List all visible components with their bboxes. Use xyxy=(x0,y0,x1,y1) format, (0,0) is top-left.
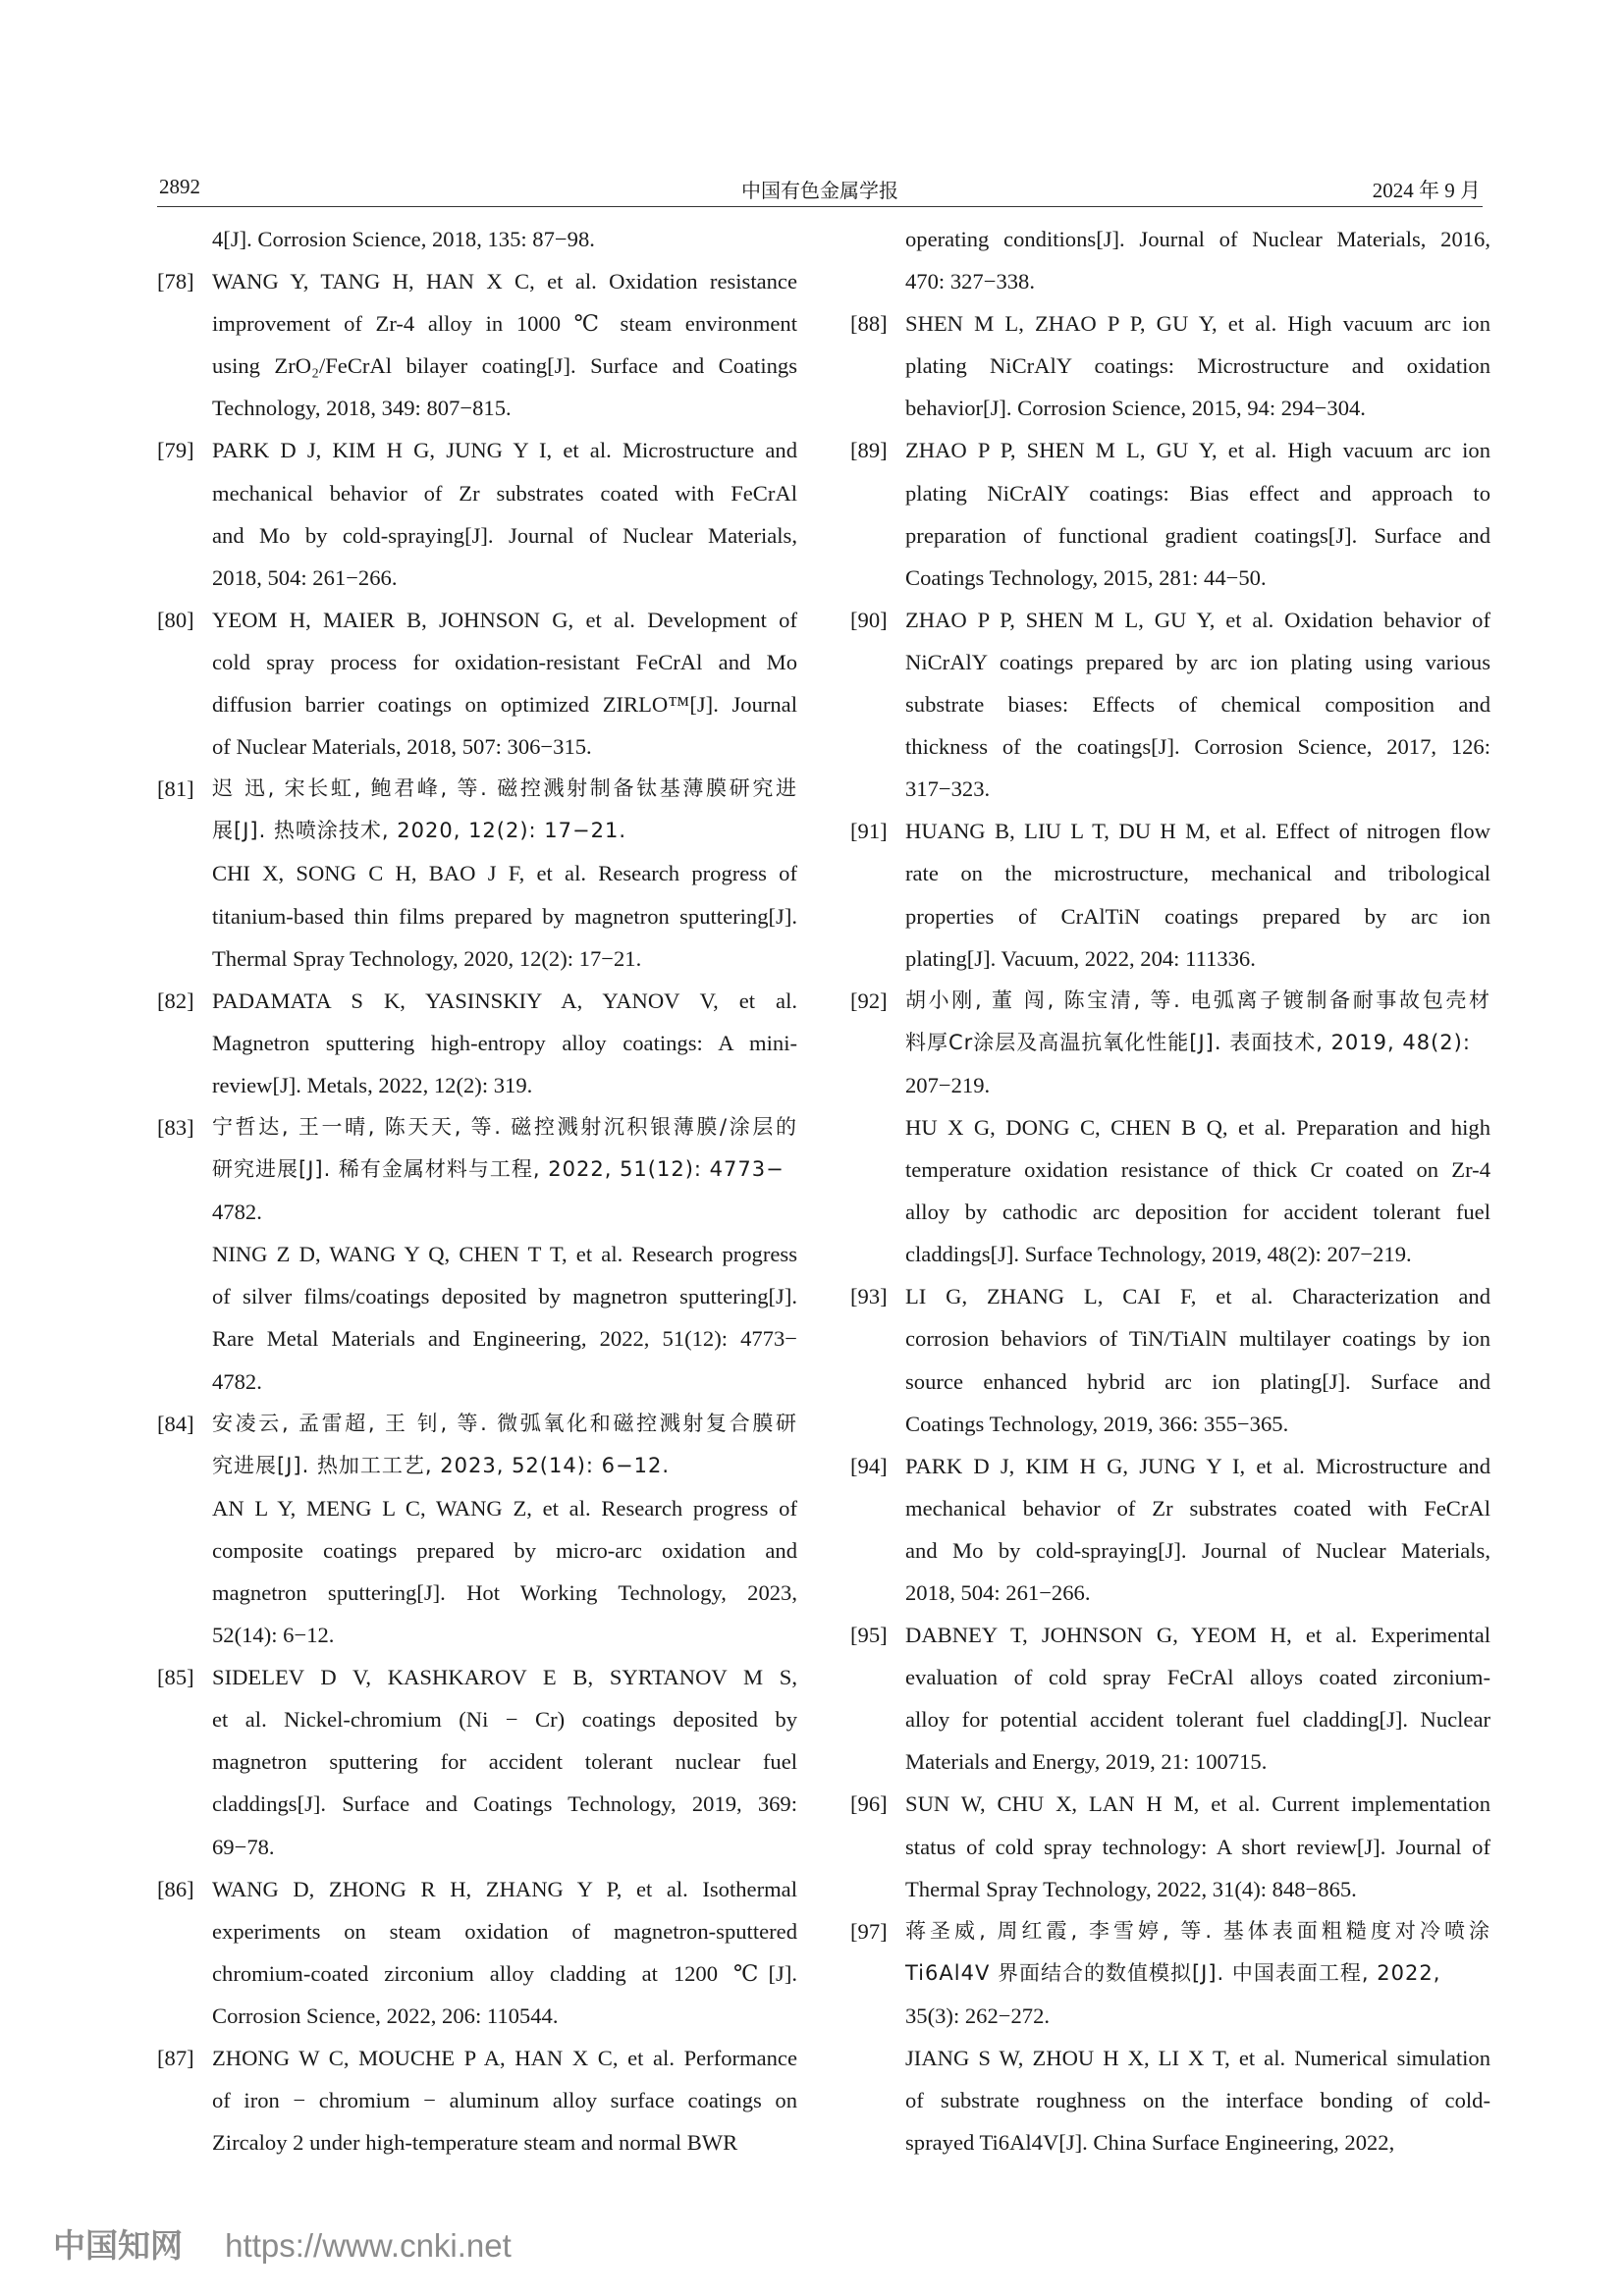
reference-line: 470: 327−338. xyxy=(905,269,1035,294)
reference-line: HU X G, DONG C, CHEN B Q, et al. Preparation and high xyxy=(905,1114,1490,1140)
reference-line: 2018, 504: 261−266. xyxy=(212,564,398,590)
page-number: 2892 xyxy=(159,175,200,198)
reference-line: preparation of functional gradient coatings[J]. Surface and xyxy=(905,522,1490,548)
reference-line: 胡小刚, 董 闯, 陈宝清, 等. 电弧离子镀制备耐事故包壳材 xyxy=(905,988,1490,1012)
reference-line: 4782. xyxy=(212,1368,262,1394)
reference-line: WANG D, ZHONG R H, ZHANG Y P, et al. Isothermal xyxy=(212,1876,797,1901)
reference-entry xyxy=(157,599,797,768)
reference-number: [94] xyxy=(850,1453,888,1478)
reference-line: JIANG S W, ZHOU H X, LI X T, et al. Numerical simulation xyxy=(905,2046,1490,2071)
reference-entry xyxy=(850,980,1490,1276)
left-reference-column xyxy=(157,218,797,2163)
reference-line: Materials and Energy, 2019, 21: 100715. xyxy=(905,1749,1268,1775)
reference-line: AN L Y, MENG L C, WANG Z, et al. Research progress of xyxy=(212,1495,797,1521)
reference-number: [96] xyxy=(850,1791,888,1817)
reference-line: Corrosion Science, 2022, 206: 110544. xyxy=(212,2002,559,2028)
reference-line: Coatings Technology, 2015, 281: 44−50. xyxy=(905,564,1267,590)
reference-line: operating conditions[J]. Journal of Nuclear Materials, 2016, xyxy=(905,227,1490,251)
reference-line: plating NiCrAlY coatings: Bias effect and approach to xyxy=(905,480,1490,506)
reference-entry xyxy=(157,768,797,979)
reference-entry xyxy=(850,1614,1490,1783)
issue-date: 2024 年 9 月 xyxy=(1372,179,1481,202)
watermark-url: https://www.cnki.net xyxy=(225,2227,512,2264)
reference-line: using ZrO₂/FeCrAl bilayer coating[J]. Surface and Coatings xyxy=(212,353,797,379)
reference-line: improvement of Zr-4 alloy in 1000 ℃ steam environment xyxy=(212,311,797,337)
reference-entry xyxy=(850,810,1490,979)
reference-line: plating NiCrAlY coatings: Microstructure and oxidation xyxy=(905,353,1490,379)
reference-entry xyxy=(157,980,797,1106)
watermark-brand: 中国知网 xyxy=(53,2226,183,2265)
reference-line: 蒋圣威, 周红霞, 李雪婷, 等. 基体表面粗糙度对冷喷涂 xyxy=(905,1918,1490,1943)
reference-line: 2018, 504: 261−266. xyxy=(905,1580,1091,1605)
reference-line: SIDELEV D V, KASHKAROV E B, SYRTANOV M S, xyxy=(212,1665,797,1690)
reference-number: [82] xyxy=(157,988,194,1013)
reference-line: claddings[J]. Surface Technology, 2019, 48(2): 207−219. xyxy=(905,1242,1412,1267)
reference-line: DABNEY T, JOHNSON G, YEOM H, et al. Experimental xyxy=(905,1623,1490,1648)
reference-line: 宁哲达, 王一晴, 陈天天, 等. 磁控溅射沉积银薄膜/涂层的 xyxy=(212,1114,797,1139)
reference-line: NiCrAlY coatings prepared by arc ion plating using various xyxy=(905,649,1490,674)
reference-entry xyxy=(850,599,1490,810)
reference-number: [87] xyxy=(157,2046,194,2071)
reference-line: PADAMATA S K, YASINSKIY A, YANOV V, et al. xyxy=(212,988,797,1013)
reference-line: 52(14): 6−12. xyxy=(212,1623,335,1648)
reference-line: HUANG B, LIU L T, DU H M, et al. Effect of nitrogen flow xyxy=(905,819,1490,844)
reference-entry xyxy=(157,1656,797,1867)
reference-number: [93] xyxy=(850,1284,888,1309)
reference-line: properties of CrAlTiN coatings prepared by arc ion xyxy=(905,903,1490,929)
reference-line: 4[J]. Corrosion Science, 2018, 135: 87−98. xyxy=(212,227,595,251)
reference-entry xyxy=(157,218,797,260)
reference-line: corrosion behaviors of TiN/TiAlN multilayer coatings by ion xyxy=(905,1326,1490,1352)
reference-number: [92] xyxy=(850,988,888,1013)
reference-line: PARK D J, KIM H G, JUNG Y I, et al. Microstructure and xyxy=(212,438,797,463)
reference-line: 究进展[J]. 热加工工艺, 2023, 52(14): 6−12. xyxy=(212,1453,671,1477)
reference-line: WANG Y, TANG H, HAN X C, et al. Oxidation resistance xyxy=(212,269,797,294)
reference-line: sprayed Ti6Al4V[J]. China Surface Engineering, 2022, xyxy=(905,2130,1395,2156)
reference-number: [80] xyxy=(157,607,194,632)
reference-line: alloy by cathodic arc deposition for accident tolerant fuel xyxy=(905,1200,1490,1225)
reference-number: [78] xyxy=(157,269,194,294)
reference-line: NING Z D, WANG Y Q, CHEN T T, et al. Research progress xyxy=(212,1242,797,1267)
reference-number: [86] xyxy=(157,1876,194,1901)
reference-line: 安凌云, 孟雷超, 王 钊, 等. 微弧氧化和磁控溅射复合膜研 xyxy=(212,1411,797,1435)
reference-number: [81] xyxy=(157,776,194,802)
reference-line: review[J]. Metals, 2022, 12(2): 319. xyxy=(212,1072,533,1097)
reference-line: Magnetron sputtering high-entropy alloy coatings: A mini- xyxy=(212,1030,797,1055)
reference-line: 35(3): 262−272. xyxy=(905,2002,1051,2028)
reference-line: SUN W, CHU X, LAN H M, et al. Current implementation xyxy=(905,1791,1490,1817)
reference-line: 69−78. xyxy=(212,1834,275,1859)
reference-line: evaluation of cold spray FeCrAl alloys coated zirconium- xyxy=(905,1665,1490,1690)
right-reference-column xyxy=(850,218,1490,2163)
reference-line: 317−323. xyxy=(905,776,991,802)
reference-line: thickness of the coatings[J]. Corrosion Science, 2017, 126: xyxy=(905,734,1490,760)
reference-number: [97] xyxy=(850,1918,888,1944)
reference-entry xyxy=(157,1868,797,2037)
reference-line: Coatings Technology, 2019, 366: 355−365. xyxy=(905,1411,1289,1436)
reference-line: ZHAO P P, SHEN M L, GU Y, et al. High vacuum arc ion xyxy=(905,438,1490,463)
reference-entry xyxy=(157,260,797,429)
reference-line: magnetron sputtering[J]. Hot Working Technology, 2023, xyxy=(212,1580,797,1605)
reference-entry xyxy=(850,1445,1490,1614)
reference-line: PARK D J, KIM H G, JUNG Y I, et al. Microstructure and xyxy=(905,1453,1490,1478)
reference-line: and Mo by cold-spraying[J]. Journal of Nuclear Materials, xyxy=(212,522,797,548)
journal-title: 中国有色金属学报 xyxy=(741,179,898,202)
reference-number: [83] xyxy=(157,1114,194,1140)
reference-line: plating[J]. Vacuum, 2022, 204: 111336. xyxy=(905,945,1256,971)
reference-line: Rare Metal Materials and Engineering, 2022, 51(12): 4773− xyxy=(212,1326,797,1352)
reference-entry xyxy=(850,302,1490,429)
reference-entry xyxy=(157,1403,797,1657)
reference-line: cold spray process for oxidation-resistant FeCrAl and Mo xyxy=(212,649,797,674)
reference-line: YEOM H, MAIER B, JOHNSON G, et al. Development of xyxy=(212,607,797,632)
reference-line: diffusion barrier coatings on optimized ZIRLO™[J]. Journal xyxy=(212,692,797,718)
reference-entry xyxy=(157,1106,797,1403)
reference-line: mechanical behavior of Zr substrates coated with FeCrAl xyxy=(212,480,797,506)
reference-line: ZHAO P P, SHEN M L, GU Y, et al. Oxidation behavior of xyxy=(905,607,1490,632)
reference-entry xyxy=(850,1275,1490,1444)
reference-line: status of cold spray technology: A short review[J]. Journal of xyxy=(905,1834,1490,1859)
reference-number: [79] xyxy=(157,438,194,463)
reference-line: LI G, ZHANG L, CAI F, et al. Characterization and xyxy=(905,1284,1490,1309)
reference-line: substrate biases: Effects of chemical composition and xyxy=(905,692,1490,718)
reference-number: [95] xyxy=(850,1623,888,1648)
reference-line: 4782. xyxy=(212,1200,262,1225)
reference-line: temperature oxidation resistance of thick Cr coated on Zr-4 xyxy=(905,1157,1490,1183)
reference-entry xyxy=(850,1910,1490,2164)
reference-line: magnetron sputtering for accident tolerant nuclear fuel xyxy=(212,1749,797,1775)
reference-line: SHEN M L, ZHAO P P, GU Y, et al. High vacuum arc ion xyxy=(905,311,1490,337)
reference-line: of iron − chromium − aluminum alloy surface coatings on xyxy=(212,2088,797,2113)
reference-line: chromium-coated zirconium alloy cladding at 1200 ℃[J]. xyxy=(212,1960,797,1986)
reference-line: ZHONG W C, MOUCHE P A, HAN X C, et al. Performance xyxy=(212,2046,797,2071)
reference-number: [88] xyxy=(850,311,888,337)
reference-line: Zircaloy 2 under high-temperature steam and normal BWR xyxy=(212,2130,738,2156)
reference-number: [85] xyxy=(157,1665,194,1690)
reference-line: source enhanced hybrid arc ion plating[J]. Surface and xyxy=(905,1368,1490,1394)
reference-entry xyxy=(157,2037,797,2163)
reference-line: Thermal Spray Technology, 2022, 31(4): 848−865. xyxy=(905,1876,1357,1901)
reference-line: 展[J]. 热喷涂技术, 2020, 12(2): 17−21. xyxy=(212,819,627,843)
reference-line: mechanical behavior of Zr substrates coated with FeCrAl xyxy=(905,1495,1490,1521)
reference-line: of substrate roughness on the interface bonding of cold- xyxy=(905,2088,1490,2113)
reference-line: and Mo by cold-spraying[J]. Journal of Nuclear Materials, xyxy=(905,1537,1490,1563)
reference-line: composite coatings prepared by micro-arc oxidation and xyxy=(212,1537,797,1563)
reference-number: [89] xyxy=(850,438,888,463)
reference-line: et al. Nickel-chromium (Ni − Cr) coatings deposited by xyxy=(212,1707,797,1733)
reference-entry xyxy=(157,429,797,598)
reference-line: claddings[J]. Surface and Coatings Technology, 2019, 369: xyxy=(212,1791,797,1817)
reference-line: of Nuclear Materials, 2018, 507: 306−315. xyxy=(212,734,592,760)
reference-number: [90] xyxy=(850,607,888,632)
reference-number: [84] xyxy=(157,1411,194,1436)
reference-line: of silver films/coatings deposited by magnetron sputtering[J]. xyxy=(212,1284,797,1309)
reference-line: behavior[J]. Corrosion Science, 2015, 94: 294−304. xyxy=(905,396,1366,421)
reference-line: experiments on steam oxidation of magnetron-sputtered xyxy=(212,1918,797,1944)
reference-line: rate on the microstructure, mechanical and tribological xyxy=(905,861,1490,886)
reference-entry xyxy=(850,1783,1490,1909)
page-header xyxy=(157,173,1483,207)
reference-line: alloy for potential accident tolerant fuel cladding[J]. Nuclear xyxy=(905,1707,1490,1733)
cnki-watermark xyxy=(53,2220,512,2267)
reference-line: Ti6Al4V 界面结合的数值模拟[J]. 中国表面工程, 2022, xyxy=(905,1960,1441,1985)
reference-line: Thermal Spray Technology, 2020, 12(2): 17−21. xyxy=(212,945,642,971)
reference-line: 迟 迅, 宋长虹, 鲍君峰, 等. 磁控溅射制备钛基薄膜研究进 xyxy=(212,776,797,801)
reference-line: 料厚Cr涂层及高温抗氧化性能[J]. 表面技术, 2019, 48(2): xyxy=(905,1030,1471,1054)
reference-line: titanium-based thin films prepared by magnetron sputtering[J]. xyxy=(212,903,797,929)
reference-line: 研究进展[J]. 稀有金属材料与工程, 2022, 51(12): 4773− xyxy=(212,1157,785,1182)
reference-entry xyxy=(850,218,1490,302)
reference-line: CHI X, SONG C H, BAO J F, et al. Research progress of xyxy=(212,861,797,886)
reference-line: Technology, 2018, 349: 807−815. xyxy=(212,396,512,421)
reference-number: [91] xyxy=(850,819,888,844)
reference-entry xyxy=(850,429,1490,598)
reference-line: 207−219. xyxy=(905,1072,991,1097)
